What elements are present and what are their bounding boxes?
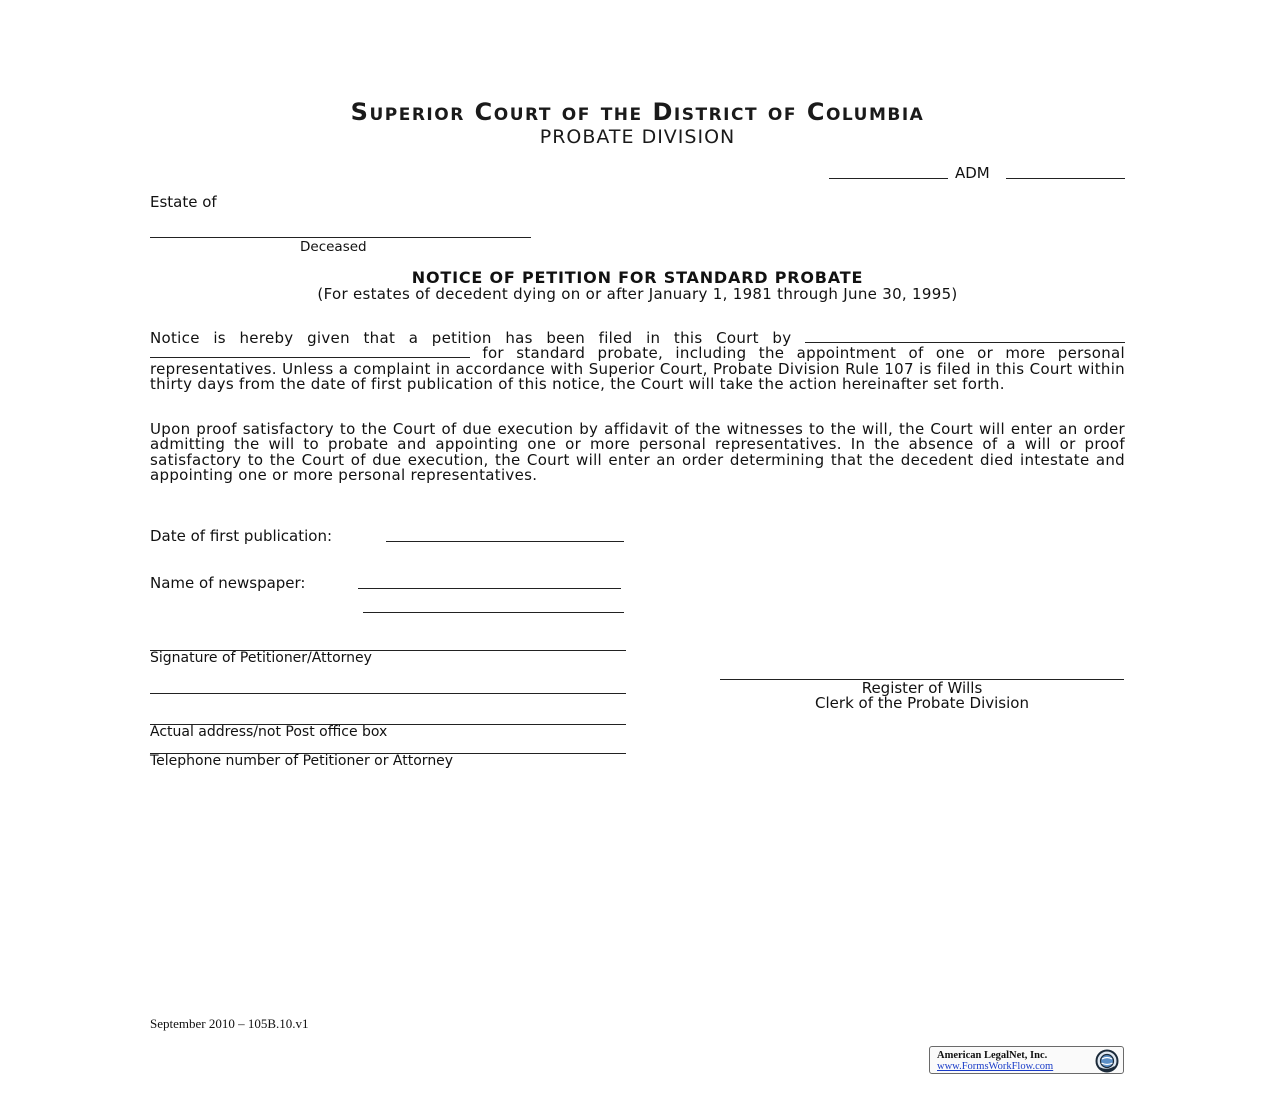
case-number-prefix-blank[interactable] — [829, 178, 948, 179]
newspaper-label: Name of newspaper: — [150, 574, 306, 592]
petitioner-name-blank-2[interactable] — [150, 346, 470, 358]
notice-paragraph-2: Upon proof satisfactory to the Court of due execution by affidavit of the witnesses to the will, the Court will enter an order admitting the will to probate and appointing one or more personal representatives. In the absence of a will or proof satisfactory to the Court of due execution, the Court will enter an order determining that the decedent died intestate and appointing one or more personal representatives. — [150, 420, 1125, 484]
publication-date-blank[interactable] — [386, 541, 624, 542]
petitioner-name-line[interactable] — [150, 693, 626, 694]
deceased-label: Deceased — [300, 239, 367, 255]
publisher-name: American LegalNet, Inc. — [937, 1050, 1048, 1061]
form-id: September 2010 – 105B.10.v1 — [150, 1016, 309, 1031]
petitioner-signature-label: Signature of Petitioner/Attorney — [150, 650, 372, 666]
case-number-suffix-blank[interactable] — [1006, 178, 1125, 179]
newspaper-name-blank[interactable] — [358, 588, 621, 589]
publisher-badge[interactable] — [929, 1046, 1124, 1074]
notice-title: NOTICE OF PETITION FOR STANDARD PROBATE — [411, 268, 864, 287]
notice-paragraph-1-lead: Notice is hereby given that a petition has been filed in this Court by — [150, 329, 792, 347]
notice-subtitle: (For estates of decedent dying on or after January 1, 1981 through June 30, 1995) — [317, 285, 958, 303]
register-of-wills-label: Register of Wills — [861, 679, 983, 697]
telephone-label: Telephone number of Petitioner or Attorney — [150, 753, 454, 769]
petitioner-name-blank[interactable] — [805, 331, 1125, 343]
address-label: Actual address/not Post office box — [150, 724, 388, 740]
publication-date-label: Date of first publication: — [150, 527, 333, 545]
newspaper-name-blank-2[interactable] — [363, 612, 624, 613]
division-subtitle: PROBATE DIVISION — [539, 126, 736, 148]
notice-paragraph-1 — [150, 331, 1125, 392]
estate-of-label: Estate of — [150, 193, 217, 211]
publisher-link[interactable]: www.FormsWorkFlow.com — [937, 1061, 1054, 1072]
globe-icon — [1095, 1049, 1119, 1073]
court-title: Superior Court of the District of Columbia — [350, 98, 925, 126]
clerk-label: Clerk of the Probate Division — [815, 694, 1029, 712]
adm-label: ADM — [955, 164, 990, 182]
notice-paragraph-1-rest: for standard probate, including the appointment of one or more personal representatives. Unless a complaint in accordance with Superior Court, Probate Division Rule 107 is filed in this Court within thirty days from the date of first publication of this notice, the Court will take the action hereinafter set forth. — [150, 344, 1125, 393]
decedent-name-blank[interactable] — [150, 237, 531, 238]
